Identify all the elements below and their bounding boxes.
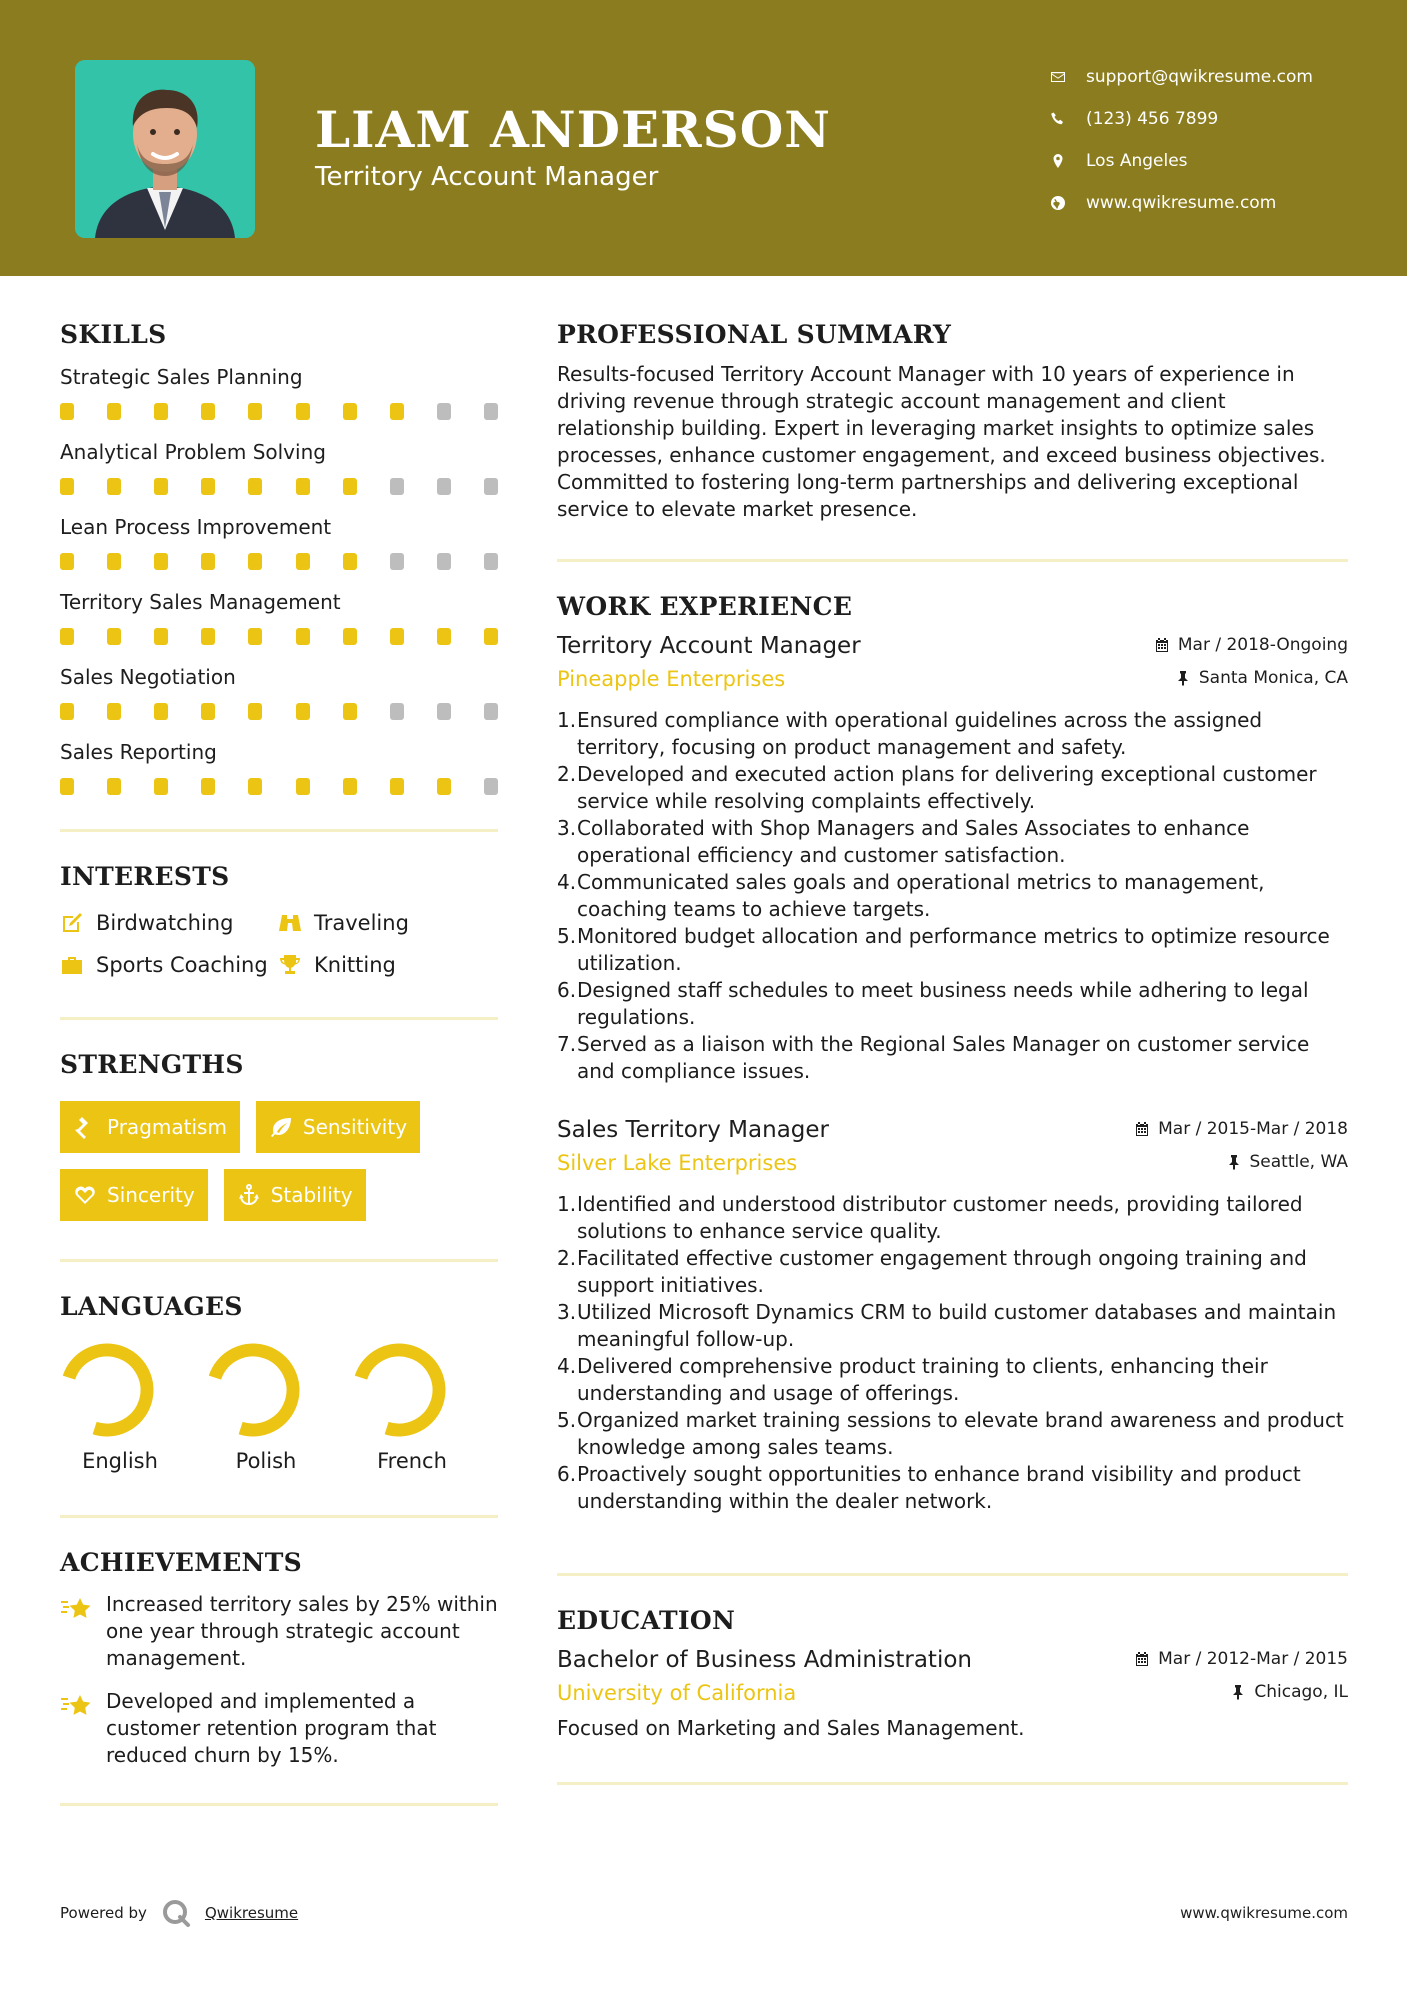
rating-dot-filled [390, 403, 404, 420]
rating-dot-empty [437, 703, 451, 720]
rating-dot-empty [484, 778, 498, 795]
skill-item [60, 515, 498, 570]
rating-dot-filled [248, 778, 262, 795]
bullet-text: Facilitated effective customer engagement through ongoing training and support initiatives. [577, 1246, 1307, 1297]
calendar-icon [1154, 637, 1170, 653]
rating-dot-filled [296, 703, 310, 720]
rating-dot-empty [437, 553, 451, 570]
section-divider [60, 1017, 498, 1020]
skill-name: Lean Process Improvement [60, 515, 332, 539]
pushpin-icon [1230, 1684, 1246, 1700]
rating-dot-filled [343, 703, 357, 720]
skill-item [60, 665, 498, 720]
rating-dot-filled [296, 778, 310, 795]
bullet-number: 5. [557, 1408, 577, 1432]
contact-location [1050, 140, 1313, 182]
calendar-icon [1134, 1121, 1150, 1137]
rating-dot-filled [60, 628, 74, 645]
bullet-text: Served as a liaison with the Regional Sales Manager on customer service and compliance issues. [577, 1032, 1310, 1083]
degree-title: Bachelor of Business Administration [557, 1647, 972, 1673]
skill-name: Territory Sales Management [60, 590, 341, 614]
summary-text: Results-focused Territory Account Manager with 10 years of experience in driving revenue through strategic account management and client relationship building. Expert in leveraging market insights to optimize sales processes, enhance customer engagement, and exceed business objectives. Committed to fostering long-term partnerships and delivering exceptional service to elevate market presence. [557, 362, 1326, 521]
rating-dot-filled [60, 478, 74, 495]
skill-item [60, 590, 498, 645]
skill-item [60, 740, 498, 795]
bullet-number: 3. [557, 816, 577, 840]
company-name: Pineapple Enterprises [557, 667, 786, 691]
section-divider [60, 1803, 498, 1806]
location-text: Los Angeles [1086, 151, 1188, 171]
rating-dot-filled [60, 553, 74, 570]
bullet-text: Identified and understood distributor customer needs, providing tailored solutions to enhance service quality. [577, 1192, 1303, 1243]
strength-tag [224, 1169, 366, 1221]
education-entry [557, 1647, 1348, 1742]
section-divider [557, 1573, 1348, 1576]
strengths-list [60, 1101, 498, 1221]
rating-dot-filled [343, 553, 357, 570]
bullet-number: 3. [557, 1300, 577, 1324]
binoculars-icon [278, 911, 302, 935]
summary-heading: PROFESSIONAL SUMMARY [557, 320, 952, 349]
rating-dot-filled [437, 628, 451, 645]
bullet-number: 5. [557, 924, 577, 948]
powered-by [60, 1898, 298, 1928]
job-dates [1154, 635, 1348, 655]
section-divider [60, 1515, 498, 1518]
bullet-number: 2. [557, 762, 577, 786]
education-heading: EDUCATION [557, 1606, 736, 1635]
bullet-text: Designed staff schedules to meet business needs while adhering to legal regulations. [577, 978, 1309, 1029]
rating-dot-filled [343, 778, 357, 795]
section-divider [60, 1259, 498, 1262]
skills-list [60, 365, 498, 795]
section-divider [557, 559, 1348, 562]
interests-list [60, 911, 498, 977]
rating-dot-filled [296, 628, 310, 645]
rating-dot-empty [437, 478, 451, 495]
job-bullet [557, 1191, 1348, 1245]
rating-dot-empty [484, 703, 498, 720]
section-divider [557, 1782, 1348, 1785]
skill-name: Strategic Sales Planning [60, 365, 303, 389]
email-text: support@qwikresume.com [1086, 67, 1313, 87]
rating-dot-filled [343, 478, 357, 495]
language-item [352, 1343, 498, 1473]
job-bullet [557, 869, 1348, 923]
briefcase-icon [60, 953, 84, 977]
rating-dot-filled [60, 778, 74, 795]
achievements-list [60, 1591, 498, 1769]
rating-dot-filled [296, 553, 310, 570]
interest-label: Knitting [314, 953, 396, 977]
rating-dot-filled [201, 478, 215, 495]
gavel-icon [73, 1115, 97, 1139]
footer-website-link[interactable]: www.qwikresume.com [1180, 1904, 1348, 1922]
language-gauge [206, 1343, 300, 1437]
rating-dot-empty [484, 553, 498, 570]
skill-rating [60, 703, 498, 720]
envelope-icon [1050, 69, 1086, 85]
job-location [1226, 1152, 1349, 1172]
job-entry [557, 1117, 1348, 1515]
skill-rating [60, 628, 498, 645]
job-bullets [557, 1191, 1348, 1515]
bullet-text: Ensured compliance with operational guidelines across the assigned territory, focusing on product management and safety. [577, 708, 1263, 759]
rating-dot-filled [154, 778, 168, 795]
job-bullet [557, 977, 1348, 1031]
company-name: Silver Lake Enterprises [557, 1151, 798, 1175]
language-gauge [352, 1343, 446, 1437]
job-bullet [557, 1245, 1348, 1299]
job-bullet [557, 815, 1348, 869]
language-gauge-arc [69, 1350, 147, 1430]
strength-label: Stability [270, 1183, 353, 1207]
language-item [206, 1343, 352, 1473]
job-entry [557, 633, 1348, 1085]
job-bullet [557, 1299, 1348, 1353]
rating-dot-filled [248, 403, 262, 420]
bullet-text: Developed and executed action plans for delivering exceptional customer service while resolving complaints effectively. [577, 762, 1317, 813]
skill-name: Sales Reporting [60, 740, 217, 764]
rating-dot-filled [201, 778, 215, 795]
trophy-icon [278, 953, 302, 977]
candidate-title: Territory Account Manager [315, 162, 659, 192]
skill-rating [60, 778, 498, 795]
rating-dot-filled [248, 628, 262, 645]
job-bullet [557, 1461, 1348, 1515]
phone-icon [1050, 111, 1086, 127]
job-bullet [557, 707, 1348, 761]
contact-email[interactable] [1050, 56, 1313, 98]
languages-list [60, 1343, 498, 1473]
rating-dot-filled [390, 778, 404, 795]
page-footer [60, 1898, 1348, 1928]
rating-dot-filled [437, 778, 451, 795]
rating-dot-filled [154, 703, 168, 720]
bullet-number: 1. [557, 708, 577, 732]
rating-dot-filled [154, 553, 168, 570]
interest-label: Birdwatching [96, 911, 234, 935]
bullet-number: 2. [557, 1246, 577, 1270]
interest-item [278, 953, 478, 977]
language-gauge-arc [361, 1350, 439, 1430]
skill-name: Sales Negotiation [60, 665, 236, 689]
language-gauge [60, 1343, 154, 1437]
section-divider [60, 829, 498, 832]
contact-phone[interactable] [1050, 98, 1313, 140]
rating-dot-filled [107, 403, 121, 420]
shooting-star-icon [60, 1690, 96, 1722]
contact-list [1050, 56, 1313, 224]
pushpin-icon [1175, 670, 1191, 686]
resume-header [0, 0, 1407, 276]
pushpin-icon [1226, 1154, 1242, 1170]
languages-heading: LANGUAGES [60, 1292, 243, 1321]
contact-website[interactable] [1050, 182, 1313, 224]
job-dates [1134, 1119, 1348, 1139]
rating-dot-empty [484, 403, 498, 420]
rating-dot-empty [484, 478, 498, 495]
bullet-number: 7. [557, 1032, 577, 1056]
bullet-number: 1. [557, 1192, 577, 1216]
rating-dot-empty [437, 403, 451, 420]
rating-dot-filled [154, 403, 168, 420]
job-location [1175, 668, 1348, 688]
website-text: www.qwikresume.com [1086, 193, 1277, 213]
rating-dot-filled [107, 628, 121, 645]
qwikresume-link[interactable]: Qwikresume [204, 1904, 299, 1922]
rating-dot-filled [154, 628, 168, 645]
skill-item [60, 440, 498, 495]
rating-dot-filled [107, 553, 121, 570]
heart-icon [73, 1183, 97, 1207]
rating-dot-filled [248, 553, 262, 570]
bullet-text: Collaborated with Shop Managers and Sales Associates to enhance operational efficiency and customer satisfaction. [577, 816, 1250, 867]
rating-dot-filled [484, 628, 498, 645]
skill-rating [60, 403, 498, 420]
job-bullet [557, 1353, 1348, 1407]
education-dates [1134, 1649, 1348, 1669]
education-dates-text: Mar / 2012-Mar / 2015 [1158, 1649, 1348, 1669]
qwikresume-logo-icon [161, 1898, 191, 1928]
job-bullet [557, 1031, 1348, 1085]
interest-item [278, 911, 478, 935]
rating-dot-filled [60, 403, 74, 420]
bullet-text: Organized market training sessions to elevate brand awareness and product knowledge among sales teams. [577, 1408, 1344, 1459]
strength-tag [60, 1169, 208, 1221]
rating-dot-empty [390, 553, 404, 570]
achievements-heading: ACHIEVEMENTS [60, 1548, 302, 1577]
job-location-text: Santa Monica, CA [1198, 668, 1348, 688]
skill-item [60, 365, 498, 420]
school-name: University of California [557, 1681, 797, 1705]
rating-dot-filled [201, 628, 215, 645]
achievement-item [60, 1591, 498, 1672]
job-bullets [557, 707, 1348, 1085]
rating-dot-empty [390, 478, 404, 495]
skill-rating [60, 478, 498, 495]
language-name: French [377, 1449, 447, 1473]
profile-photo [75, 60, 255, 238]
job-bullet [557, 761, 1348, 815]
language-name: Polish [235, 1449, 297, 1473]
skill-rating [60, 553, 498, 570]
language-name: English [82, 1449, 158, 1473]
strength-tag [256, 1101, 420, 1153]
rating-dot-filled [296, 478, 310, 495]
rating-dot-filled [248, 703, 262, 720]
rating-dot-filled [60, 703, 74, 720]
interest-item [60, 911, 278, 935]
bullet-number: 4. [557, 1354, 577, 1378]
edit-icon [60, 911, 84, 935]
job-dates-text: Mar / 2015-Mar / 2018 [1158, 1119, 1348, 1139]
shooting-star-icon [60, 1593, 96, 1625]
education-location [1230, 1682, 1348, 1702]
interest-label: Sports Coaching [96, 953, 268, 977]
strength-label: Pragmatism [107, 1115, 227, 1139]
powered-by-text: Powered by [60, 1904, 147, 1922]
left-column [60, 320, 498, 1806]
skills-heading: SKILLS [60, 320, 167, 349]
achievement-text: Increased territory sales by 25% within one year through strategic account management. [106, 1592, 498, 1670]
rating-dot-filled [343, 628, 357, 645]
calendar-icon [1134, 1651, 1150, 1667]
bullet-text: Communicated sales goals and operational metrics to management, coaching teams to achieve targets. [577, 870, 1265, 921]
interests-heading: INTERESTS [60, 862, 230, 891]
skill-name: Analytical Problem Solving [60, 440, 326, 464]
bullet-text: Utilized Microsoft Dynamics CRM to build customer databases and maintain meaningful follow-up. [577, 1300, 1337, 1351]
achievement-text: Developed and implemented a customer retention program that reduced churn by 15%. [106, 1689, 437, 1767]
experience-heading: WORK EXPERIENCE [557, 592, 853, 621]
bullet-number: 6. [557, 978, 577, 1002]
job-dates-text: Mar / 2018-Ongoing [1177, 635, 1348, 655]
candidate-name: LIAM ANDERSON [315, 100, 831, 159]
strengths-heading: STRENGTHS [60, 1050, 244, 1079]
strength-tag [60, 1101, 240, 1153]
rating-dot-filled [343, 403, 357, 420]
language-gauge-arc [215, 1350, 293, 1430]
strength-label: Sincerity [107, 1183, 195, 1207]
rating-dot-filled [107, 478, 121, 495]
avatar-illustration [75, 60, 255, 238]
anchor-icon [237, 1183, 261, 1207]
education-description: Focused on Marketing and Sales Management. [557, 1716, 1025, 1740]
rating-dot-filled [107, 778, 121, 795]
leaf-icon [269, 1115, 293, 1139]
map-pin-icon [1050, 153, 1086, 169]
job-bullet [557, 923, 1348, 977]
bullet-text: Monitored budget allocation and performance metrics to optimize resource utilization. [577, 924, 1330, 975]
job-location-text: Seattle, WA [1249, 1152, 1348, 1172]
rating-dot-empty [390, 703, 404, 720]
globe-icon [1050, 195, 1086, 211]
achievement-item [60, 1688, 498, 1769]
right-column [557, 320, 1348, 1785]
job-title: Territory Account Manager [557, 633, 861, 659]
bullet-number: 6. [557, 1462, 577, 1486]
rating-dot-filled [107, 703, 121, 720]
rating-dot-filled [248, 478, 262, 495]
rating-dot-filled [201, 553, 215, 570]
bullet-number: 4. [557, 870, 577, 894]
rating-dot-filled [154, 478, 168, 495]
bullet-text: Proactively sought opportunities to enhance brand visibility and product understanding within the dealer network. [577, 1462, 1301, 1513]
phone-text: (123) 456 7899 [1086, 109, 1219, 129]
rating-dot-filled [296, 403, 310, 420]
job-bullet [557, 1407, 1348, 1461]
job-title: Sales Territory Manager [557, 1117, 830, 1143]
interest-label: Traveling [314, 911, 409, 935]
strength-label: Sensitivity [302, 1115, 408, 1139]
rating-dot-filled [201, 403, 215, 420]
education-location-text: Chicago, IL [1254, 1682, 1348, 1702]
rating-dot-filled [390, 628, 404, 645]
rating-dot-filled [201, 703, 215, 720]
interest-item [60, 953, 278, 977]
bullet-text: Delivered comprehensive product training to clients, enhancing their understanding and usage of offerings. [577, 1354, 1268, 1405]
language-item [60, 1343, 206, 1473]
